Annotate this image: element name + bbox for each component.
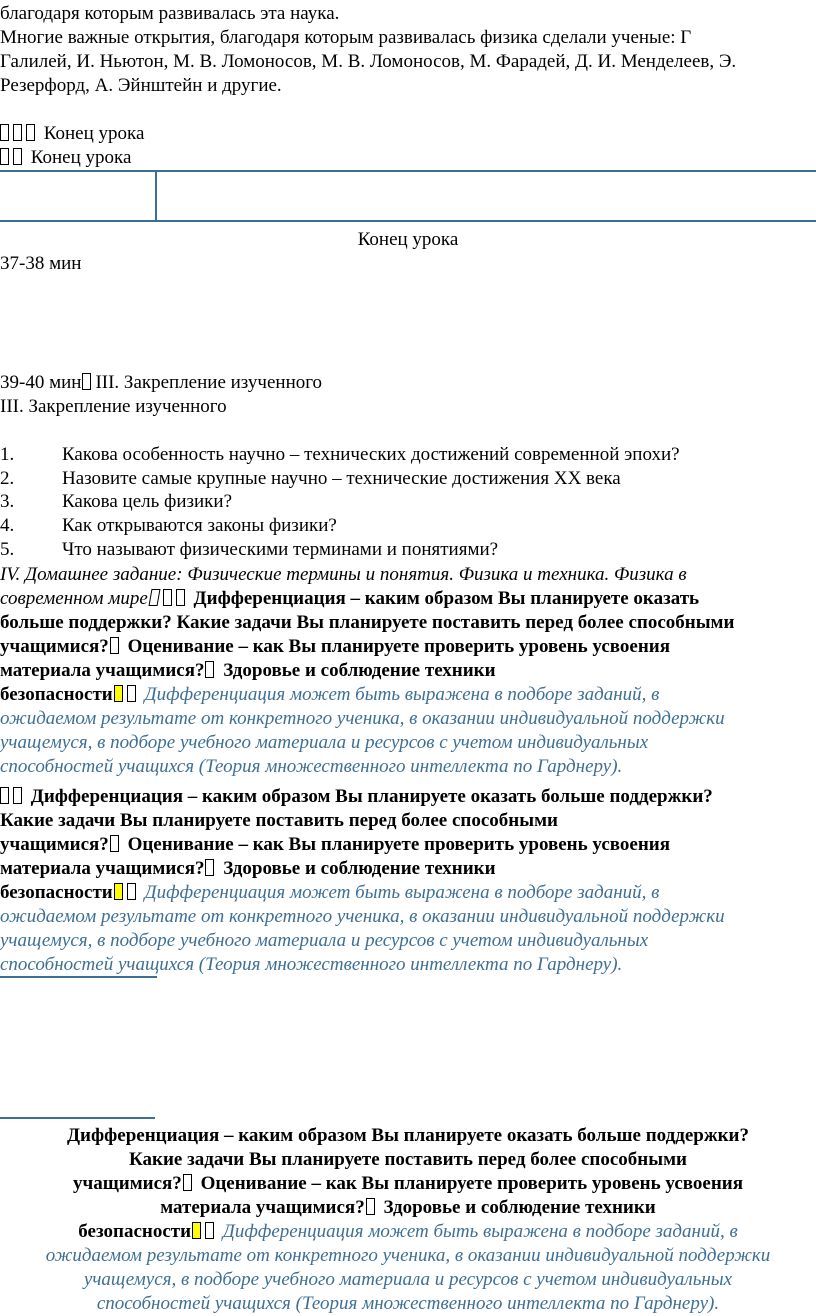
missing-glyph-icon xyxy=(183,1174,192,1191)
end-lesson-center-label: Конец урока xyxy=(357,229,459,250)
block2-health: Здоровье и соблюдение техники xyxy=(223,858,496,879)
question-text: Назовите самые крупные научно – технические достижения ХХ века xyxy=(62,468,621,489)
missing-glyph-icon xyxy=(127,685,136,702)
block2-line-5 xyxy=(0,881,659,905)
block2-line-4 xyxy=(0,857,496,881)
question-number: 4. xyxy=(0,515,15,536)
block3-note-2: ожидаемом результате от конкретного ученика, в оказании индивидуальной поддержки xyxy=(45,1245,771,1266)
missing-glyph-icon xyxy=(205,859,214,876)
homework-health: Здоровье и соблюдение техники xyxy=(223,660,496,681)
block3-note-1: Дифференциация может быть выражена в подборе заданий, в xyxy=(222,1221,738,1242)
consolidation-heading-a: III. Закрепление изученного xyxy=(95,372,323,393)
table-bottom-border xyxy=(0,220,816,222)
block3-line-5 xyxy=(0,1220,816,1244)
block3-separator xyxy=(0,1117,155,1119)
missing-glyph-icon xyxy=(366,1198,375,1215)
block2-students: учащимися? xyxy=(0,834,109,855)
block3-material: материала учащимися? xyxy=(160,1197,365,1218)
intro-line-3: Галилей, И. Ньютон, М. В. Ломоносов, М. В. Ломоносов, М. Фарадей, Д. И. Менделеев, Э. xyxy=(0,51,737,72)
missing-glyph-icon xyxy=(205,1222,214,1239)
missing-glyph-icon xyxy=(0,124,9,141)
block2-note-2: ожидаемом результате от конкретного ученика, в оказании индивидуальной поддержки xyxy=(0,906,725,927)
block2-safety: безопасности xyxy=(0,882,113,903)
question-number: 2. xyxy=(0,468,15,489)
missing-glyph-icon xyxy=(13,787,22,804)
end-lesson-row-a xyxy=(0,122,144,146)
question-number: 5. xyxy=(0,539,15,560)
homework-modern-world: современном мире xyxy=(0,588,148,609)
block3-line-2: Какие задачи Вы планируете поставить перед более способными xyxy=(129,1149,687,1170)
end-lesson-row-b xyxy=(0,146,131,170)
missing-glyph-icon xyxy=(110,637,119,654)
question-text: Какова особенность научно – технических достижений современной эпохи? xyxy=(62,444,680,465)
consolidation-heading-b: III. Закрепление изученного xyxy=(0,396,227,417)
table-column-divider xyxy=(155,170,157,222)
missing-glyph-icon xyxy=(176,589,185,606)
block3-line-1: Дифференциация – каким образом Вы планируете оказать больше поддержки? xyxy=(66,1125,750,1146)
question-text: Какова цель физики? xyxy=(62,491,233,512)
question-number: 1. xyxy=(0,444,15,465)
homework-material: материала учащимися? xyxy=(0,660,205,681)
end-lesson-label-a: Конец урока xyxy=(43,123,145,144)
missing-glyph-icon xyxy=(13,124,22,141)
highlight-glyph-icon xyxy=(114,883,123,900)
block3-line-3 xyxy=(0,1172,816,1196)
question-text: Что называют физическими терминами и понятиями? xyxy=(62,539,499,560)
list-item xyxy=(0,514,816,538)
homework-line-5 xyxy=(0,659,496,683)
footnote-separator xyxy=(0,976,157,978)
homework-line-6 xyxy=(0,683,659,707)
question-number: 3. xyxy=(0,491,15,512)
intro-line-4: Резерфорд, А. Эйнштейн и другие. xyxy=(0,75,282,96)
block2-material: материала учащимися? xyxy=(0,858,205,879)
end-lesson-time: 37-38 мин xyxy=(0,253,82,274)
homework-safety: безопасности xyxy=(0,684,113,705)
homework-assessment: Оценивание – как Вы планируете проверить уровень усвоения xyxy=(127,636,670,657)
block2-note-3: учащемуся, в подборе учебного материала и ресурсов с учетом индивидуальных xyxy=(0,930,649,951)
end-lesson-label-b: Конец урока xyxy=(30,147,132,168)
missing-glyph-icon xyxy=(82,373,91,390)
missing-glyph-icon xyxy=(110,835,119,852)
homework-note-4: способностей учащихся (Теория множественного интеллекта по Гарднеру). xyxy=(0,756,623,777)
missing-glyph-icon xyxy=(26,124,35,141)
block3-assessment: Оценивание – как Вы планируете проверить уровень усвоения xyxy=(200,1173,743,1194)
list-item xyxy=(0,538,816,562)
consolidation-time: 39-40 мин xyxy=(0,372,82,393)
block3-note-3: учащемуся, в подборе учебного материала и ресурсов с учетом индивидуальных xyxy=(83,1269,733,1290)
block2-note-4: способностей учащихся (Теория множественного интеллекта по Гарднеру). xyxy=(0,954,623,975)
block3-students: учащимися? xyxy=(73,1173,182,1194)
block3-health: Здоровье и соблюдение техники xyxy=(383,1197,656,1218)
block2-assessment: Оценивание – как Вы планируете проверить уровень усвоения xyxy=(127,834,670,855)
block3-safety: безопасности xyxy=(78,1221,192,1242)
table-top-border xyxy=(0,170,816,172)
homework-students: учащимися? xyxy=(0,636,109,657)
list-item xyxy=(0,467,816,491)
homework-line-4 xyxy=(0,635,670,659)
missing-glyph-icon xyxy=(0,148,9,165)
block2-line-2: Какие задачи Вы планируете поставить перед более способными xyxy=(0,810,558,831)
block2-differentiation: Дифференциация – каким образом Вы планируете оказать больше поддержки? xyxy=(30,786,713,807)
block2-line-1 xyxy=(0,785,713,809)
missing-glyph-icon xyxy=(127,883,136,900)
block3-line-4 xyxy=(0,1196,816,1220)
missing-glyph-icon xyxy=(205,661,214,678)
consolidation-heading-row xyxy=(0,371,322,395)
homework-differentiation: Дифференциация – каким образом Вы планируете оказать xyxy=(193,588,700,609)
missing-glyph-icon xyxy=(0,787,9,804)
block2-line-3 xyxy=(0,833,670,857)
missing-glyph-icon xyxy=(163,589,172,606)
homework-note-3: учащемуся, в подборе учебного материала и ресурсов с учетом индивидуальных xyxy=(0,732,649,753)
block3-note-4: способностей учащихся (Теория множественного интеллекта по Гарднеру). xyxy=(96,1293,720,1314)
homework-line-2 xyxy=(0,587,699,611)
block2-note-1: Дифференциация может быть выражена в подборе заданий, в xyxy=(144,882,660,903)
intro-line-2: Многие важные открытия, благодаря которым развивалась физика сделали ученые: Г xyxy=(0,27,692,48)
missing-glyph-icon xyxy=(13,148,22,165)
highlight-glyph-icon xyxy=(114,685,123,702)
homework-note-2: ожидаемом результате от конкретного ученика, в оказании индивидуальной поддержки xyxy=(0,708,725,729)
homework-note-1: Дифференциация может быть выражена в подборе заданий, в xyxy=(144,684,660,705)
highlight-glyph-icon xyxy=(192,1222,201,1239)
homework-line-3: больше поддержки? Какие задачи Вы планируете поставить перед более способными xyxy=(0,612,735,633)
intro-line-1: благодаря которым развивалась эта наука. xyxy=(0,3,340,24)
list-item xyxy=(0,490,816,514)
question-text: Как открываются законы физики? xyxy=(62,515,337,536)
missing-glyph-icon xyxy=(148,589,160,606)
homework-line-1: IV. Домашнее задание: Физические термины и понятия. Физика и техника. Физика в xyxy=(0,564,687,585)
list-item xyxy=(0,443,816,467)
